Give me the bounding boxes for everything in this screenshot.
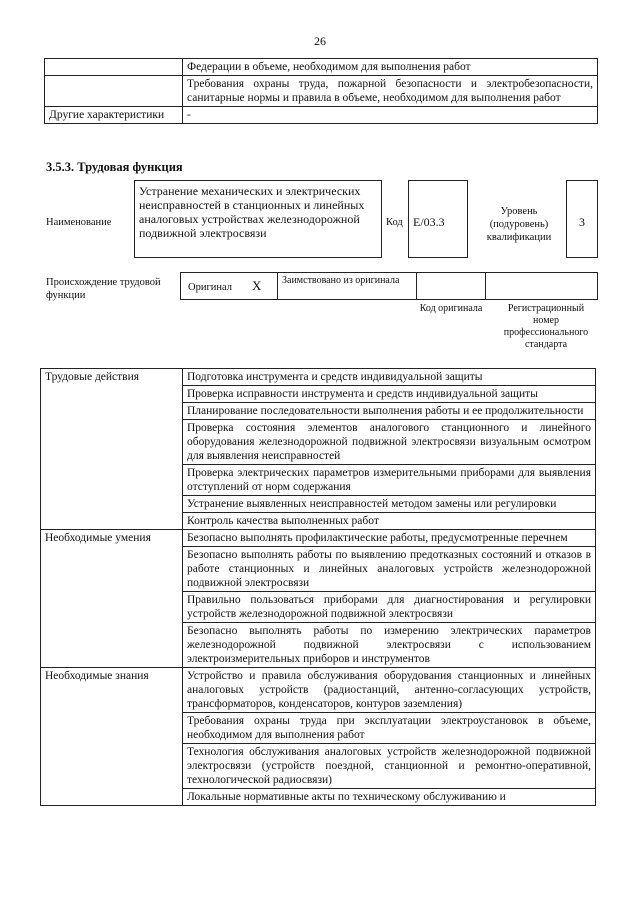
function-name-box — [134, 180, 382, 258]
row-label — [45, 76, 183, 107]
row-label — [45, 59, 183, 76]
list-item: Проверка исправности инструмента и средств индивидуальной защиты — [183, 386, 596, 403]
name-label: Наименование — [46, 217, 112, 228]
original-cell — [180, 272, 278, 300]
list-item: Требования охраны труда при эксплуатации электроустановок в объеме, необходимом для выполнения работ — [183, 713, 596, 744]
list-item: Устройство и правила обслуживания оборудования станционных и линейных аналоговых устройств (радиостанций, антенно-согласующих устройств, трансформаторов, конденсаторов, контуров заземления) — [183, 668, 596, 713]
level-value: 3 — [579, 215, 585, 229]
code-box — [408, 180, 468, 258]
group-label: Трудовые действия — [41, 369, 183, 530]
group-label: Необходимые знания — [41, 668, 183, 806]
main-table — [40, 368, 596, 806]
list-item: Устранение выявленных неисправностей методом замены или регулировки — [183, 496, 596, 513]
table-row — [45, 107, 598, 124]
origin-label: Происхождение трудовой функции — [46, 277, 161, 301]
list-item: Безопасно выполнять работы по выявлению предотказных состояний и отказов в работе станционных и линейных аналоговых устройств железнодорожной подвижной электросвязи — [183, 547, 596, 592]
row-text: Требования охраны труда, пожарной безопасности и электробезопасности, санитарные нормы и правила в объеме, необходимом для выполнения работ — [183, 76, 598, 107]
original-label: Оригинал — [188, 282, 232, 293]
group-label: Необходимые умения — [41, 530, 183, 668]
borrowed-label: Заимствовано из оригинала — [282, 275, 400, 286]
level-label: Уровень (подуровень) квалификации — [486, 206, 552, 243]
level-box — [566, 180, 598, 258]
table-row — [41, 530, 596, 547]
list-item: Безопасно выполнять работы по измерению электрических параметров железнодорожной подвижной электросвязи с использованием электроизмерительных приборов и инструментов — [183, 623, 596, 668]
code-original-cell — [416, 272, 486, 300]
top-table — [44, 58, 598, 124]
list-item: Проверка состояния элементов аналогового станционного и линейного оборудования железнодорожной подвижной электросвязи визуальным осмотром для выявления неисправностей — [183, 420, 596, 465]
code-original-caption: Код оригинала — [419, 303, 483, 314]
row-text: - — [183, 107, 598, 124]
table-row — [45, 76, 598, 107]
reg-number-caption: Регистрационный номер профессионального стандарта — [503, 303, 589, 350]
list-item: Правильно пользоваться приборами для диагностирования и регулировки устройств железнодорожной подвижной электросвязи — [183, 592, 596, 623]
row-label: Другие характеристики — [45, 107, 183, 124]
table-row — [45, 59, 598, 76]
code-label: Код — [386, 217, 403, 228]
table-row — [41, 369, 596, 386]
list-item: Проверка электрических параметров измерительными приборами для выявления отступлений от норм содержания — [183, 465, 596, 496]
list-item: Контроль качества выполненных работ — [183, 513, 596, 530]
list-item: Планирование последовательности выполнения работы и ее продолжительности — [183, 403, 596, 420]
section-title: 3.5.3. Трудовая функция — [46, 160, 183, 174]
table-row — [41, 668, 596, 713]
function-name: Устранение механических и электрических неисправностей в станционных и линейных аналоговых устройствах железнодорожной подвижной электросвязи — [139, 184, 365, 240]
list-item: Безопасно выполнять профилактические работы, предусмотренные перечнем — [183, 530, 596, 547]
list-item: Технология обслуживания аналоговых устройств железнодорожной подвижной электросвязи (устройств поездной, станционной и ремонтно-оперативной, технологической радиосвязи) — [183, 744, 596, 789]
list-item: Локальные нормативные акты по техническому обслуживанию и — [183, 789, 596, 806]
page-number: 26 — [314, 34, 326, 48]
code-value: Е/03.3 — [413, 215, 445, 229]
original-mark: X — [252, 278, 262, 293]
list-item: Подготовка инструмента и средств индивидуальной защиты — [183, 369, 596, 386]
row-text: Федерации в объеме, необходимом для выполнения работ — [183, 59, 598, 76]
